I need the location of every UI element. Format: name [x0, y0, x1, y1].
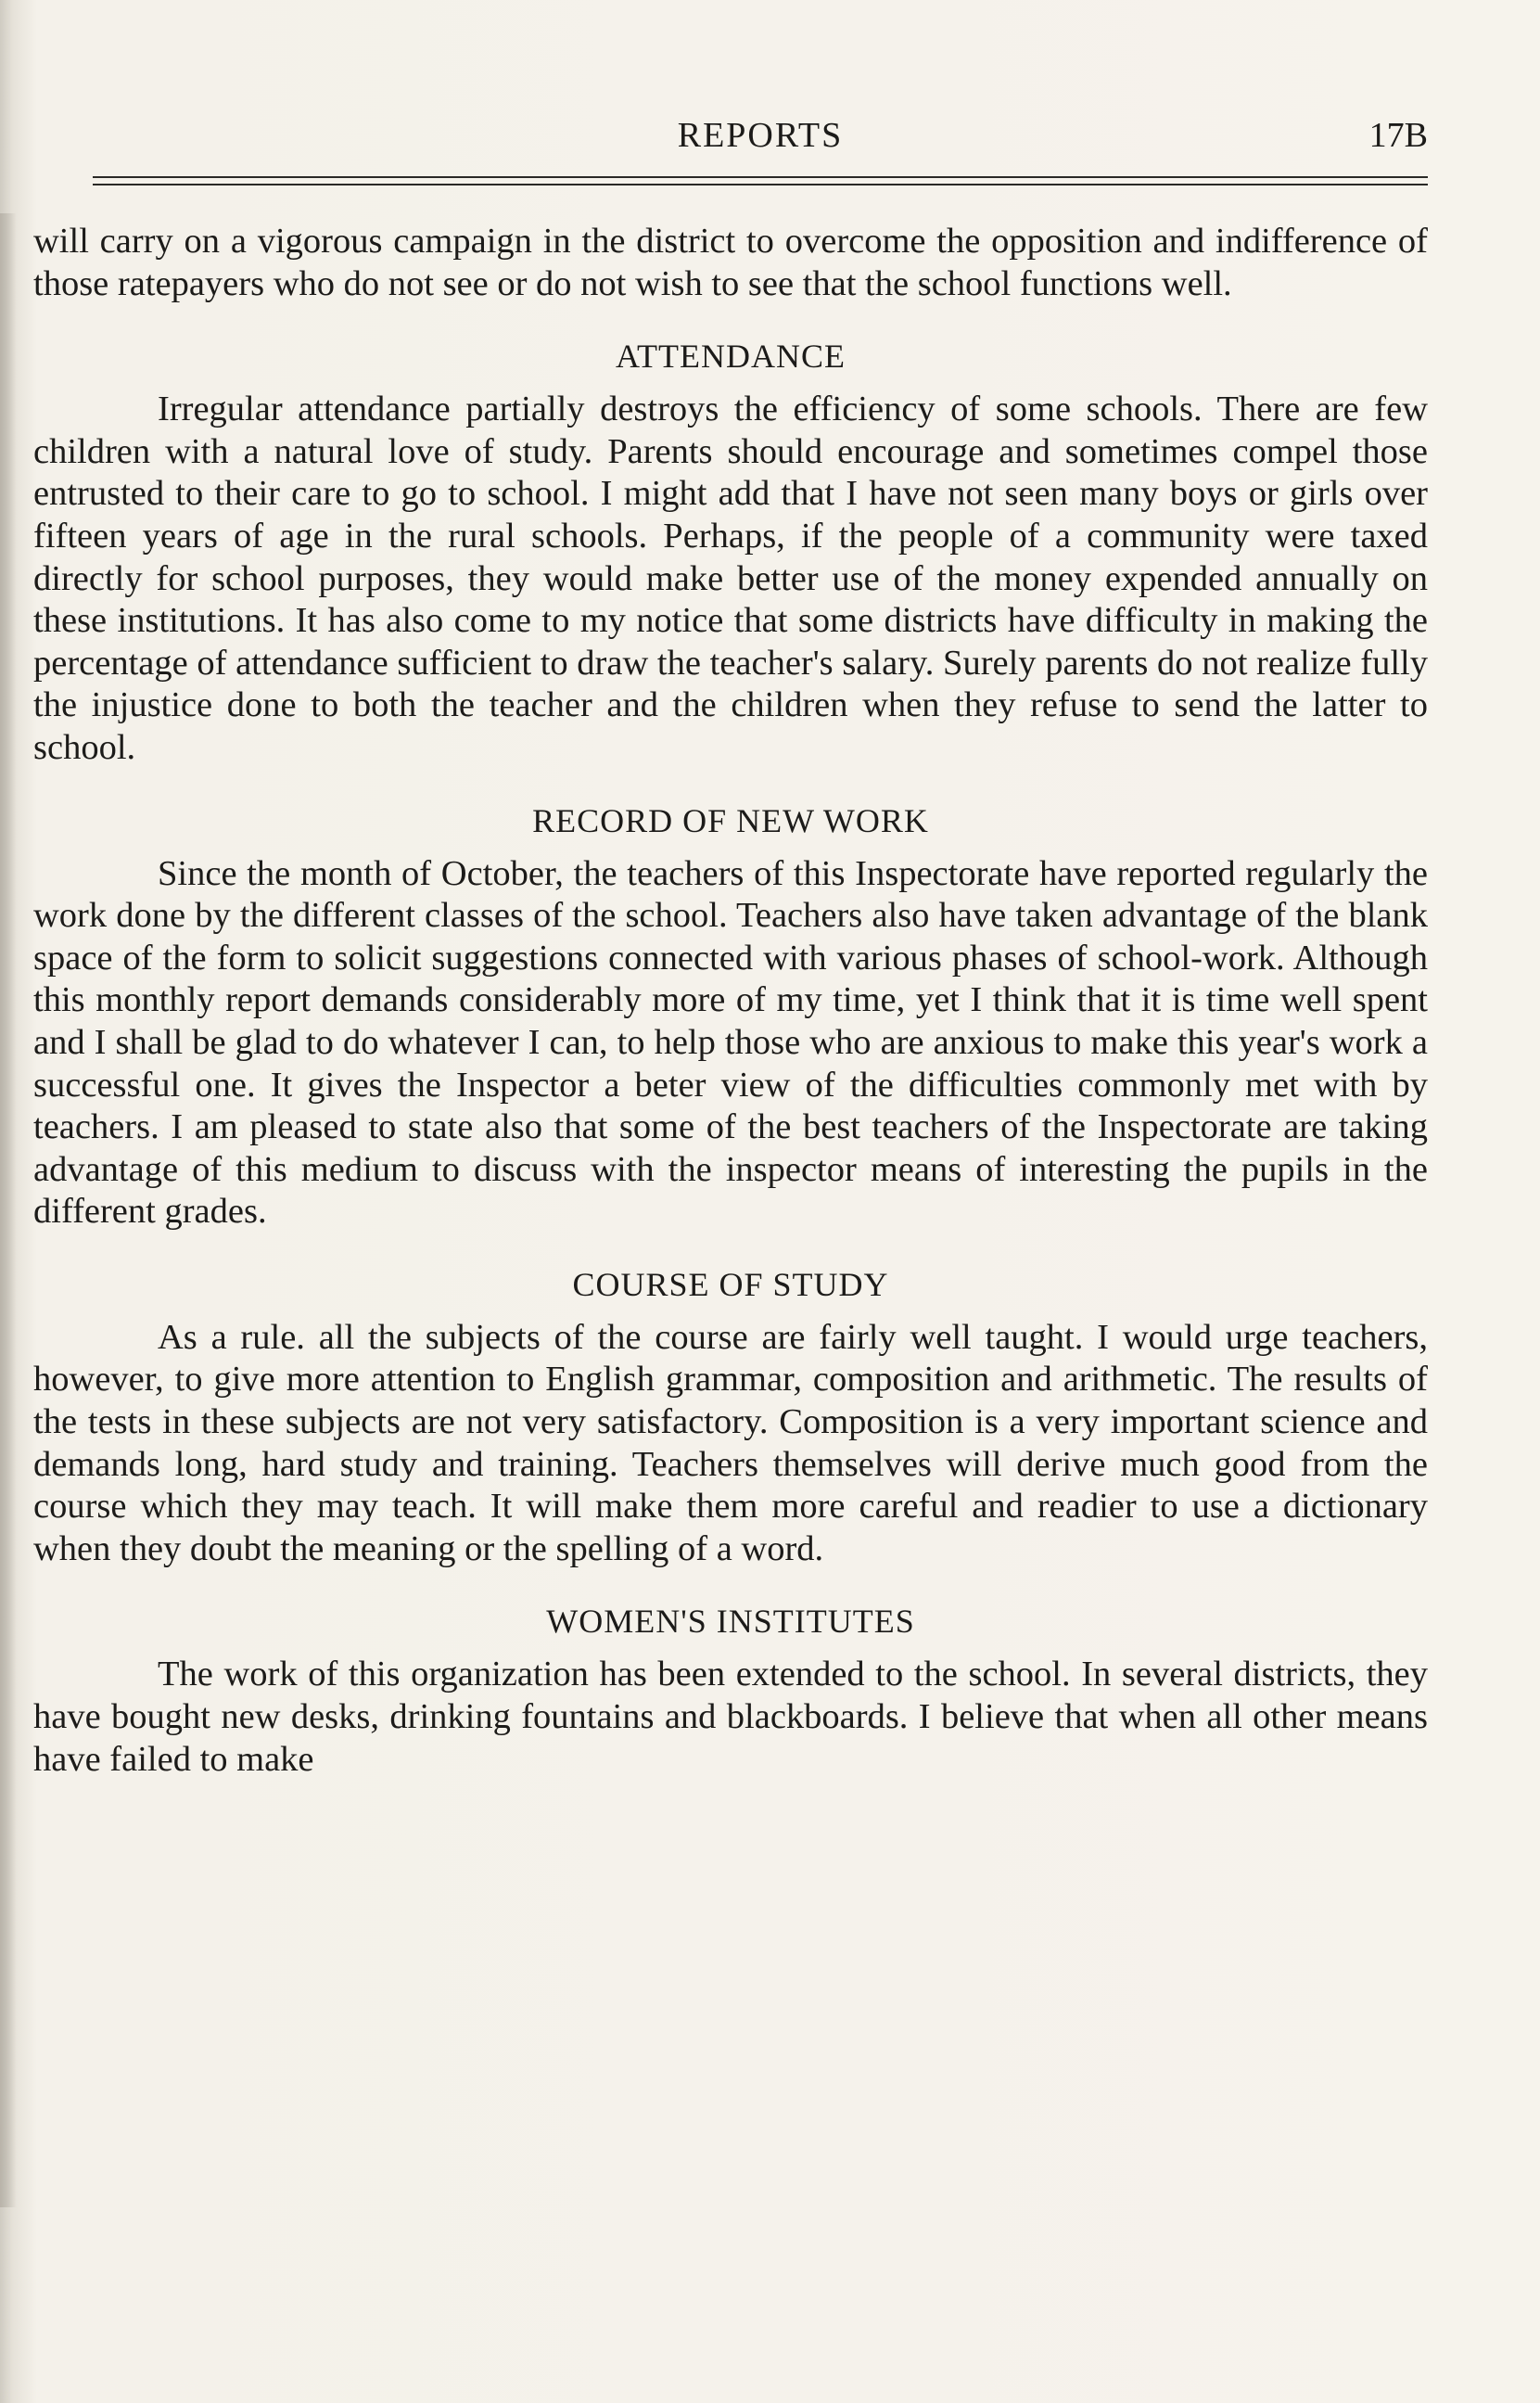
section-heading-womens-institutes: WOMEN'S INSTITUTES: [546, 1603, 915, 1641]
section-heading-record-of-new-work: RECORD OF NEW WORK: [532, 801, 929, 839]
attendance-paragraph: Irregular attendance partially destroys the efficiency of some schools. There are few children with a natural love of study. Parents should encourage and sometimes compel those entrusted to their care to go to school. I might add that I have not seen many boys or girls over fifteen years of age in the rural schools. Perhaps, if the people of a community were taxed directly for school purposes, they would make better use of the money expended annually on these institutions. It has also come to my notice that some districts have difficulty in making the percentage of attendance sufficient to draw the teacher's salary. Surely parents do not realize fully the injustice done to both the teacher and the children when they refuse to send the latter to school.: [33, 390, 1428, 767]
womens-institutes-paragraph: The work of this organization has been extended to the school. In several districts, they have bought new desks, drinking fountains and blackboards. I believe that when all other means have failed to make: [33, 1655, 1428, 1779]
running-head: REPORTS: [677, 116, 844, 155]
header-rule-top: [93, 176, 1428, 178]
course-of-study-paragraph: As a rule. all the subjects of the course are fairly well taught. I would urge teachers, however, to give more attention to English grammar, composition and arithmetic. The results of the tests in these subjects are not very satisfactory. Composition is a very important science and demands long, hard study and training. Teachers themselves will derive much good from the course which they may teach. It will make them more careful and readier to use a dictionary when they doubt the meaning or the spelling of a word.: [33, 1317, 1428, 1568]
record-of-new-work-paragraph: Since the month of October, the teachers of this Inspectorate have reported regularly the work done by the different classes of the school. Teachers also have taken advantage of the blank space of the form to solicit suggestions connected with various phases of school-work. Although this monthly report demands considerably more of my time, yet I think that it is time well spent and I shall be glad to do whatever I can, to help those who are anxious to make this year's work a successful one. It gives the Inspector a beter view of the difficulties commonly met with by teachers. I am pleased to state also that some of the best teachers of the Inspectorate are taking advantage of this medium to discuss with the inspector means of interesting the pupils in the different grades.: [33, 853, 1428, 1232]
binding-shadow: [0, 213, 17, 2207]
header-rule-bottom: [93, 184, 1428, 185]
page-header: [93, 109, 1428, 165]
intro-paragraph: will carry on a vigorous campaign in the district to overcome the opposition and indifference of those ratepayers who do not see or do not wish to see that the school functions well.: [33, 222, 1428, 303]
page-body: [33, 221, 1428, 1781]
page-number: 17B: [1368, 116, 1428, 155]
section-heading-course-of-study: COURSE OF STUDY: [572, 1265, 889, 1303]
section-heading-attendance: ATTENDANCE: [616, 338, 846, 376]
